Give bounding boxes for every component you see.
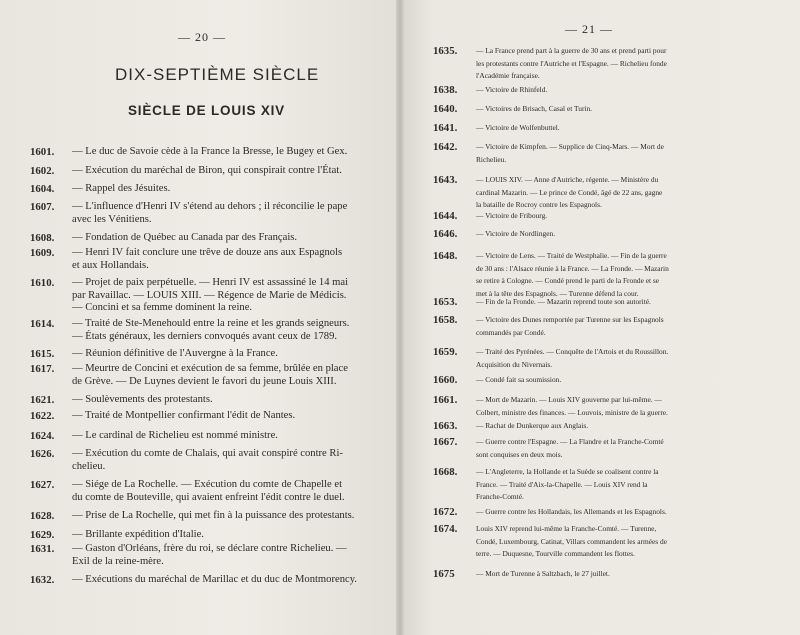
entry-year: 1604. bbox=[30, 183, 55, 195]
entry-text-line: met à la tête des Espagnols. — Turenne défend la cour. bbox=[476, 288, 639, 298]
entry-text-line: — Soulèvements des protestants. bbox=[72, 394, 213, 405]
chronology-entry bbox=[30, 479, 375, 504]
chronology-entry bbox=[433, 523, 793, 561]
entry-text-line: — L'influence d'Henri IV s'étend au dehors ; il réconcilie le pape bbox=[72, 201, 348, 212]
chronology-entry bbox=[433, 141, 793, 166]
entry-year: 1653. bbox=[433, 296, 458, 308]
entry-text-line: commandés par Condé. bbox=[476, 327, 546, 337]
chronology-entry bbox=[30, 165, 375, 178]
chronology-entry bbox=[30, 183, 375, 196]
entry-text-line: France. — Traité d'Aix-la-Chapelle. — Louis XIV rend la bbox=[476, 479, 648, 489]
chronology-entry bbox=[30, 394, 375, 407]
entry-year: 1627. bbox=[30, 479, 55, 491]
entry-year: 1672. bbox=[433, 506, 458, 518]
chronology-entry bbox=[30, 348, 375, 361]
chronology-entry bbox=[30, 574, 375, 587]
entry-text-line: — Réunion définitive de l'Auvergne à la France. bbox=[72, 348, 278, 359]
entry-year: 1609. bbox=[30, 247, 55, 259]
entry-year: 1610. bbox=[30, 277, 55, 289]
entry-year: 1624. bbox=[30, 430, 55, 442]
entry-text-line: et aux Hollandais. bbox=[72, 259, 149, 271]
entry-year: 1629. bbox=[30, 529, 55, 541]
entry-text-line: — Prise de La Rochelle, qui met fin à la puissance des protestants. bbox=[72, 510, 355, 521]
entry-text-line: — Exécutions du maréchal de Marillac et du duc de Montmorency. bbox=[72, 574, 357, 585]
chronology-entry bbox=[433, 568, 793, 581]
entry-text-line: — Guerre contre les Hollandais, les Allemands et les Espagnols. bbox=[476, 507, 667, 516]
entry-year: 1661. bbox=[433, 394, 458, 406]
entry-text-line: l'Académie française. bbox=[476, 71, 540, 80]
chronology-entry bbox=[30, 277, 375, 315]
entry-text-line: — Exécution du maréchal de Biron, qui conspirait contre l'État. bbox=[72, 165, 342, 176]
entry-text-line: — Victoires de Brisach, Casal et Turin. bbox=[476, 104, 593, 113]
entry-text-line: — La France prend part à la guerre de 30 ans et prend parti pour bbox=[476, 46, 667, 55]
page-title: DIX-SEPTIÈME SIÈCLE bbox=[115, 65, 320, 84]
chronology-entry bbox=[30, 430, 375, 443]
entry-text-line: terre. — Duquesne, Tourville commandent les flottes. bbox=[476, 549, 635, 558]
chronology-entry bbox=[433, 506, 793, 519]
entry-text-line: cardinal Mazarin. — Le prince de Condé, âgé de 22 ans, gagne bbox=[476, 187, 663, 197]
entry-year: 1674. bbox=[433, 523, 458, 535]
chronology-entry bbox=[433, 420, 793, 433]
chronology-entry bbox=[433, 228, 793, 241]
entry-text-line: — Concini et sa femme dominent la reine. bbox=[72, 302, 253, 313]
entry-text-line: se retire à Cologne. — Condé prend le parti de la Fronde et se bbox=[476, 276, 660, 285]
entry-year: 1635. bbox=[433, 45, 458, 57]
entry-text-line: du comte de Bouteville, qui avaient enfreint l'édit contre le duel. bbox=[72, 491, 345, 503]
entry-text-line: de 30 ans : l'Alsace réunie à la France. — La Fronde. — Mazarin bbox=[476, 263, 669, 273]
chronology-entry bbox=[30, 247, 375, 272]
entry-year: 1640. bbox=[433, 103, 458, 115]
entry-text-line: — Rachat de Dunkerque aux Anglais. bbox=[476, 421, 589, 430]
entry-text-line: — Projet de paix perpétuelle. — Henri IV est assassiné le 14 mai bbox=[72, 277, 349, 288]
chronology-entry bbox=[30, 510, 375, 523]
chronology-entry bbox=[433, 314, 793, 339]
entry-text-line: — Condé fait sa soumission. bbox=[476, 375, 562, 384]
entry-year: 1667. bbox=[433, 436, 458, 448]
entry-year: 1621. bbox=[30, 394, 55, 406]
entry-text-line: Colbert, ministre des finances. — Louvois, ministre de la guerre. bbox=[476, 407, 668, 417]
entry-year: 1660. bbox=[433, 374, 458, 386]
chronology-entry bbox=[433, 394, 793, 419]
entry-year: 1638. bbox=[433, 84, 458, 96]
entry-text-line: — Gaston d'Orléans, frère du roi, se déclare contre Richelieu. — bbox=[72, 543, 347, 554]
entry-year: 1643. bbox=[433, 174, 458, 186]
entry-year: 1602. bbox=[30, 165, 55, 177]
entry-year: 1622. bbox=[30, 410, 55, 422]
entry-text-line: — Meurtre de Concini et exécution de sa femme, brûlée en place bbox=[72, 363, 348, 374]
entry-text-line: avec les Vénitiens. bbox=[72, 213, 152, 225]
entry-text-line: — Fin de la Fronde. — Mazarin reprend toute son autorité. bbox=[476, 297, 651, 306]
entry-year: 1608. bbox=[30, 232, 55, 244]
chronology-entry bbox=[30, 543, 375, 568]
entry-text-line: — Victoire des Dunes remportée par Turenne sur les Espagnols bbox=[476, 315, 664, 324]
entry-text-line: les protestants contre l'Autriche et l'Espagne. — Richelieu fonde bbox=[476, 58, 667, 68]
entry-text-line: la bataille de Rocroy contre les Espagnols. bbox=[476, 200, 602, 209]
entry-text-line: — Mort de Mazarin. — Louis XIV gouverne par lui-même. — bbox=[476, 395, 662, 404]
chronology-entry bbox=[30, 146, 375, 159]
page-number: — 20 — bbox=[178, 30, 226, 44]
entry-text-line: par Ravaillac. — LOUIS XIII. — Régence de Marie de Médicis. bbox=[72, 289, 347, 301]
entry-year: 1668. bbox=[433, 466, 458, 478]
entry-text-line: — Mort de Turenne à Saltzbach, le 27 juillet. bbox=[476, 569, 610, 578]
chronology-entry bbox=[30, 410, 375, 423]
entry-year: 1644. bbox=[433, 210, 458, 222]
entry-year: 1601. bbox=[30, 146, 55, 158]
entry-year: 1642. bbox=[433, 141, 458, 153]
entry-text-line: Richelieu. bbox=[476, 154, 507, 164]
entry-year: 1646. bbox=[433, 228, 458, 240]
entry-text-line: — LOUIS XIV. — Anne d'Autriche, régente. — Ministère du bbox=[476, 175, 659, 184]
entry-year: 1663. bbox=[433, 420, 458, 432]
chronology-entry bbox=[30, 529, 375, 542]
entry-text-line: — L'Angleterre, la Hollande et la Suède se coalisent contre la bbox=[476, 467, 659, 476]
entry-year: 1607. bbox=[30, 201, 55, 213]
entry-year: 1614. bbox=[30, 318, 55, 330]
entry-text-line: — Brillante expédition d'Italie. bbox=[72, 529, 204, 540]
chronology-entry bbox=[433, 346, 793, 371]
entry-text-line: Acquisition du Nivernais. bbox=[476, 359, 553, 369]
entry-text-line: — Guerre contre l'Espagne. — La Flandre et la Franche-Comté bbox=[476, 437, 664, 446]
entry-text-line: — Henri IV fait conclure une trêve de douze ans aux Espagnols bbox=[72, 247, 343, 258]
entry-text-line: — Fondation de Québec au Canada par des Français. bbox=[72, 232, 298, 243]
section-subtitle: SIÈCLE DE LOUIS XIV bbox=[128, 103, 285, 118]
entry-year: 1628. bbox=[30, 510, 55, 522]
entry-text-line: Exil de la reine-mère. bbox=[72, 555, 164, 567]
entry-text-line: sont conquises en deux mois. bbox=[476, 449, 563, 459]
entry-text-line: — Le cardinal de Richelieu est nommé ministre. bbox=[72, 430, 278, 441]
entry-text-line: — Victoire de Lens. — Traité de Westphalie. — Fin de la guerre bbox=[476, 251, 667, 260]
entry-year: 1632. bbox=[30, 574, 55, 586]
entry-text-line: — Traité de Ste-Menehould entre la reine et les grands seigneurs. bbox=[72, 318, 350, 329]
entry-text-line: Louis XIV reprend lui-même la Franche-Comté. — Turenne, bbox=[476, 524, 657, 533]
chronology-entry bbox=[433, 122, 793, 135]
entry-year: 1659. bbox=[433, 346, 458, 358]
chronology-entry bbox=[30, 448, 375, 473]
chronology-entry bbox=[433, 174, 793, 212]
chronology-entry bbox=[433, 103, 793, 116]
entry-text-line: — Rappel des Jésuites. bbox=[72, 183, 171, 194]
entry-year: 1615. bbox=[30, 348, 55, 360]
entry-text-line: de Grève. — De Luynes devient le favori du jeune Louis XIII. bbox=[72, 375, 337, 387]
entry-text-line: — Exécution du comte de Chalais, qui avait conspiré contre Ri- bbox=[72, 448, 343, 459]
chronology-entry bbox=[433, 84, 793, 97]
chronology-entry bbox=[433, 45, 793, 83]
entry-text-line: — Traité de Montpellier confirmant l'édit de Nantes. bbox=[72, 410, 296, 421]
page-number: — 21 — bbox=[565, 22, 613, 36]
entry-text-line: — Victoire de Wolfenbuttel. bbox=[476, 123, 560, 132]
book-gutter bbox=[396, 0, 404, 635]
entry-text-line: — Siége de La Rochelle. — Exécution du comte de Chapelle et bbox=[72, 479, 343, 490]
entry-year: 1626. bbox=[30, 448, 55, 460]
entry-year: 1617. bbox=[30, 363, 55, 375]
entry-text-line: — Victoire de Kimpfen. — Supplice de Cinq-Mars. — Mort de bbox=[476, 142, 664, 151]
entry-text-line: — Victoire de Rhinfeld. bbox=[476, 85, 548, 94]
entry-year: 1641. bbox=[433, 122, 458, 134]
chronology-entry bbox=[30, 232, 375, 245]
chronology-entry bbox=[433, 466, 793, 504]
entry-year: 1631. bbox=[30, 543, 55, 555]
chronology-entry bbox=[30, 201, 375, 226]
entry-text-line: — Victoire de Fribourg. bbox=[476, 211, 548, 220]
entry-text-line: — Traité des Pyrénées. — Conquête de l'Artois et du Roussillon. bbox=[476, 347, 669, 356]
entry-text-line: Franche-Comté. bbox=[476, 492, 524, 501]
chronology-entry bbox=[433, 210, 793, 223]
entry-text-line: chelieu. bbox=[72, 460, 106, 472]
chronology-entry bbox=[30, 318, 375, 343]
entry-year: 1648. bbox=[433, 250, 458, 262]
chronology-entry bbox=[433, 296, 793, 309]
entry-text-line: — États généraux, les derniers convoqués avant ceux de 1789. bbox=[72, 330, 338, 342]
entry-year: 1658. bbox=[433, 314, 458, 326]
right-page bbox=[400, 0, 800, 635]
chronology-entry bbox=[433, 250, 793, 300]
entry-text-line: — Le duc de Savoie cède à la France la Bresse, le Bugey et Gex. bbox=[72, 146, 348, 157]
entry-text-line: — Victoire de Nordlingen. bbox=[476, 229, 556, 238]
chronology-entry bbox=[433, 436, 793, 461]
entry-text-line: Condé, Luxembourg, Catinat, Villars commandent les armées de bbox=[476, 536, 667, 546]
entry-year: 1675 bbox=[433, 568, 455, 580]
chronology-entry bbox=[30, 363, 375, 388]
chronology-entry bbox=[433, 374, 793, 387]
